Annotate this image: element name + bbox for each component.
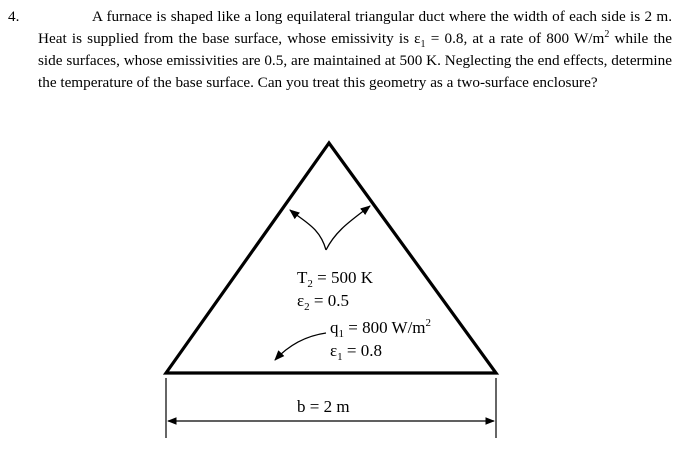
problem-text-a: A furnace is shaped like a long equilateral triangular duct where the width of each side is 2 m. Heat is supplied from the base surface, whose emissivity is ε — [38, 8, 672, 47]
problem-sub-a: 1 — [420, 39, 426, 51]
problem-number: 4. — [8, 8, 20, 25]
problem-text-c: while the side surfaces, whose emissivities are 0.5, are maintained at 500 K. Neglecting the end effects, determine the temperature of the base surface. Can you treat this geometry as a two-surface enclosure? — [38, 30, 673, 91]
radiation-arrow-right-side — [326, 206, 370, 250]
problem-text-b: = 0.8, at a rate of 800 W/m — [425, 30, 605, 47]
radiation-arrow-left-side — [290, 210, 326, 250]
e1-label: $\varepsilon_1 = 0.8$ — [330, 341, 382, 363]
width-label: b = 2 m — [297, 397, 350, 416]
t2-label: $T_2 = 500$ K — [297, 268, 374, 290]
problem-sup-b: 2 — [604, 28, 610, 40]
q1-label: $q_1 = 800$ $W/m^2$ — [330, 317, 432, 340]
triangle-duct — [166, 143, 496, 373]
heat-input-arrow — [275, 333, 326, 360]
e2-label: $\varepsilon_2 = 0.5$ — [297, 291, 349, 313]
